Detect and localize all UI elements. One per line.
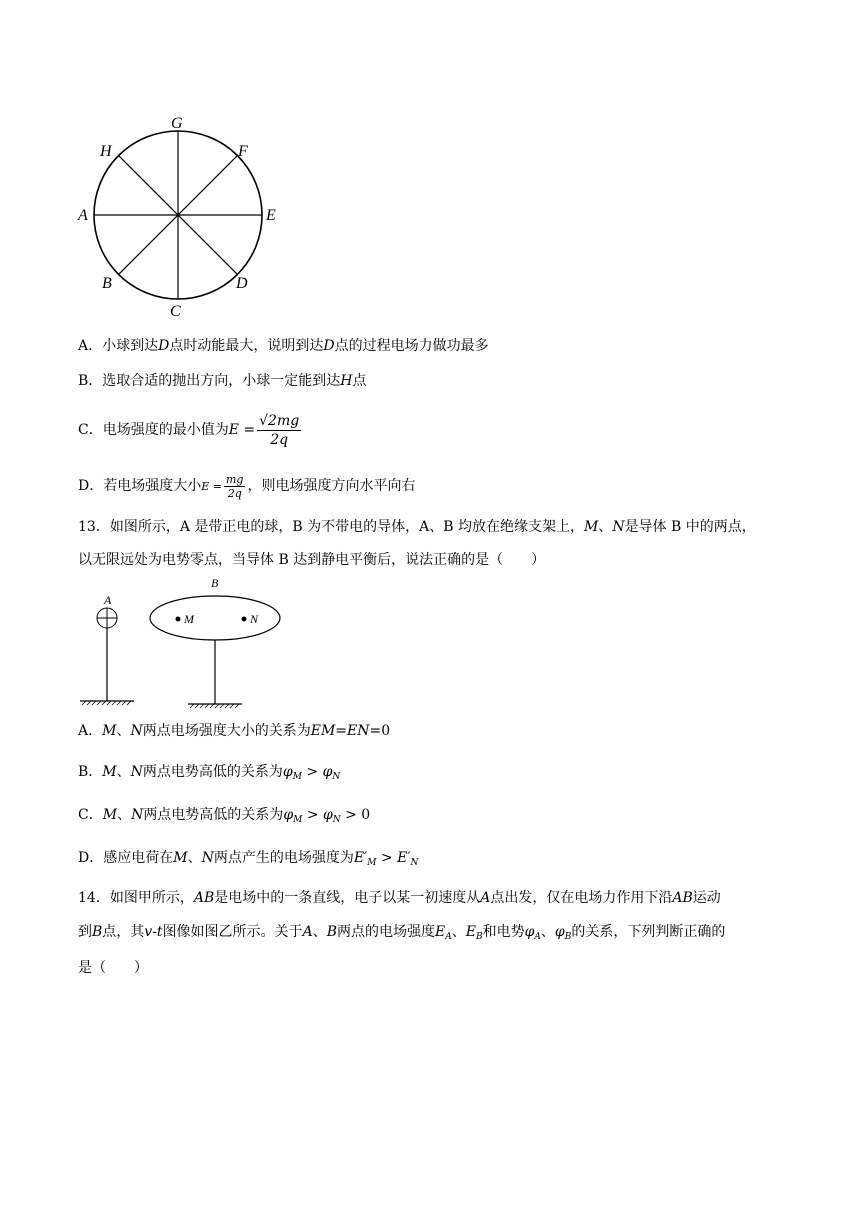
fraction: $\frac{mg}{2q}$	[225, 472, 244, 500]
label-b: B	[211, 576, 219, 590]
label-d: D	[236, 275, 248, 292]
q13-stem-line2: 以无限远处为电势零点，当导体 B 达到静电平衡后，说法正确的是（ ）	[78, 552, 546, 568]
label-b: B	[102, 275, 112, 292]
q12-option-c: C．电场强度的最小值为E = $\frac{√2mg}{2q}$	[78, 412, 300, 448]
label-h: H	[100, 143, 112, 160]
q12-option-a: A．小球到达D点时动能最大，说明到达D点的过程电场力做功最多	[78, 338, 489, 354]
label-a: A	[104, 593, 112, 607]
label-m: M	[184, 612, 194, 626]
label-n: N	[250, 612, 259, 626]
q13-option-a: A．M、N两点电场强度大小的关系为EM=EN=0	[78, 723, 391, 739]
label-f: F	[238, 143, 248, 160]
label-e: E	[266, 207, 276, 224]
label-c: C	[170, 303, 181, 320]
q13-option-b: B．M、N两点电势高低的关系为$\varphi_M > \varphi_N$	[78, 764, 341, 782]
circle-figure	[70, 108, 290, 323]
q14-stem-line1: 14．如图甲所示，AB是电场中的一条直线，电子以某一初速度从A点出发，仅在电场力作用下沿AB运动	[78, 890, 721, 906]
q13-option-c: C．M、N两点电势高低的关系为$\varphi_M > \varphi_N > 0$	[78, 807, 371, 825]
q13-option-d: D．感应电荷在M、N两点产生的电场强度为$E'_M > E'_N$	[78, 850, 419, 868]
fraction: $\frac{√2mg}{2q}$	[259, 412, 300, 448]
q13-stem-line1: 13．如图所示，A 是带正电的球，B 为不带电的导体，A、B 均放在绝缘支架上，M、N是导体 B 中的两点，	[78, 519, 756, 535]
q14-stem-line3: 是（ ）	[78, 960, 148, 976]
label-a: A	[78, 207, 88, 224]
q14-stem-line2: 到B点，其v-t图像如图乙所示。关于A、B两点的电场强度$E_A$、$E_B$和电势$\varphi_A$、$\varphi_B$的关系，下列判断正确的	[78, 924, 726, 942]
q12-option-d: D．若电场强度大小E = $\frac{mg}{2q}$ ，则电场强度方向水平向右	[78, 472, 416, 500]
conductor-figure	[78, 574, 298, 714]
q12-option-b: B．选取合适的抛出方向，小球一定能到达H点	[78, 373, 367, 389]
label-g: G	[171, 115, 183, 132]
